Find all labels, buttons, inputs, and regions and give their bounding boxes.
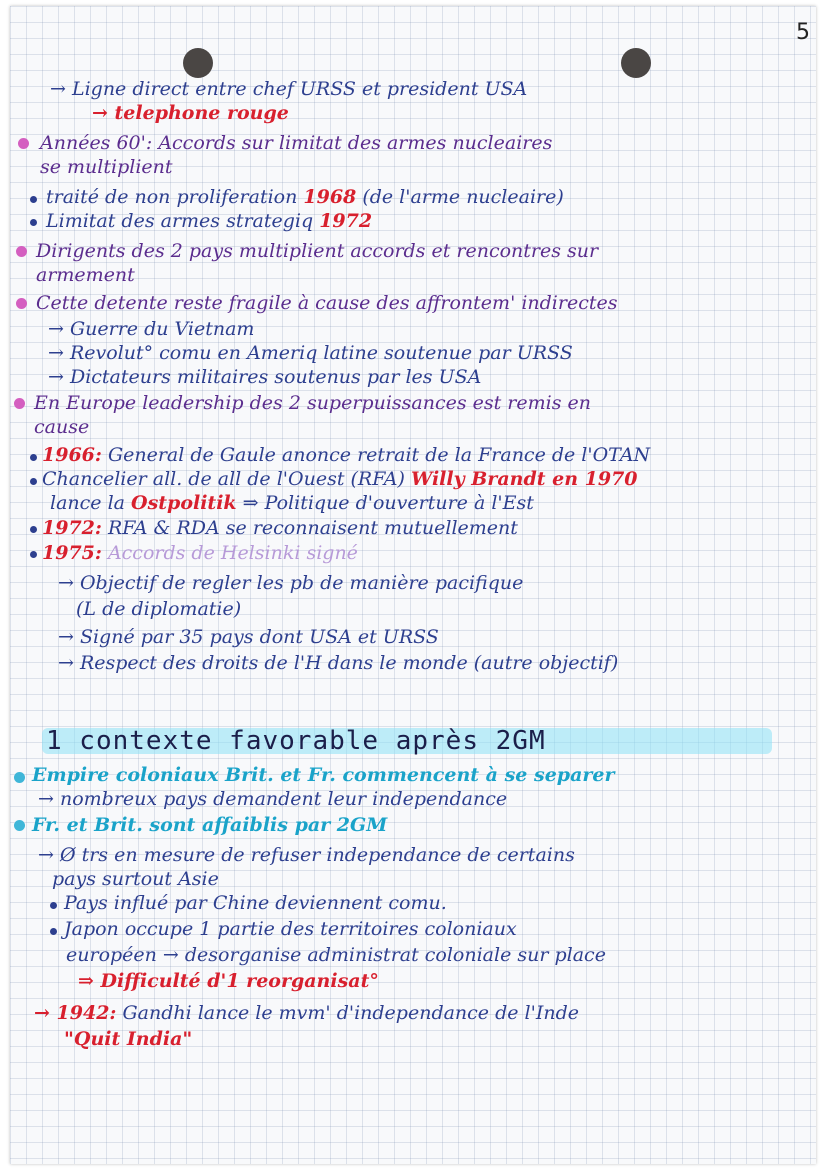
text-line: → Objectif de regler les pb de manière pacifique — [58, 572, 524, 594]
text-line: Pays influé par Chine deviennent comu. — [64, 892, 447, 914]
bullet-dot — [30, 454, 37, 461]
text-line: Dirigents des 2 pays multiplient accords et rencontres sur — [36, 240, 599, 262]
binder-hole-left — [183, 48, 213, 78]
bullet-dot — [14, 398, 25, 409]
text-line: 1972: RFA & RDA se reconnaisent mutuellement — [42, 517, 518, 539]
text-line: pays surtout Asie — [52, 868, 219, 890]
bullet-dot — [30, 478, 37, 485]
text-line: → Respect des droits de l'H dans le monde (autre objectif) — [58, 652, 619, 674]
text-line: → 1942: Gandhi lance le mvm' d'independance de l'Inde — [34, 1002, 579, 1024]
bullet-dot — [30, 526, 37, 533]
bullet-dot — [50, 902, 57, 909]
text-line: Chancelier all. de all de l'Ouest (RFA) Willy Brandt en 1970 — [42, 468, 638, 490]
text-line: européen → desorganise administrat coloniale sur place — [66, 944, 606, 966]
text-line: → Ligne direct entre chef URSS et president USA — [50, 78, 528, 100]
bullet-dot — [14, 820, 25, 831]
text-line: → Revolut° comu en Ameriq latine soutenue par URSS — [48, 342, 573, 364]
bullet-dot — [30, 219, 37, 226]
text-line: → Ø trs en mesure de refuser independance de certains — [38, 844, 575, 866]
text-line: Empire coloniaux Brit. et Fr. commencent à se separer — [32, 764, 615, 786]
text-line: traité de non proliferation 1968 (de l'arme nucleaire) — [46, 186, 564, 208]
text-line: Années 60': Accords sur limitat des armes nucleaires — [40, 132, 553, 154]
text-line: cause — [34, 416, 90, 438]
text-line: Cette detente reste fragile à cause des affrontem' indirectes — [36, 292, 618, 314]
text-line: → Dictateurs militaires soutenus par les USA — [48, 366, 482, 388]
section-heading — [42, 726, 772, 764]
text-line: Japon occupe 1 partie des territoires coloniaux — [64, 918, 517, 940]
text-line: armement — [36, 264, 135, 286]
text-line: (L de diplomatie) — [76, 598, 242, 620]
bullet-dot — [18, 138, 29, 149]
text-line: "Quit India" — [64, 1028, 193, 1050]
text-line: → telephone rouge — [92, 102, 289, 124]
text-line: → Guerre du Vietnam — [48, 318, 255, 340]
text-line: → nombreux pays demandent leur independance — [38, 788, 508, 810]
bullet-dot — [30, 196, 37, 203]
bullet-dot — [14, 772, 25, 783]
binder-hole-right — [621, 48, 651, 78]
bullet-dot — [16, 246, 27, 257]
text-line: 1975: Accords de Helsinki signé — [42, 542, 358, 564]
text-line: En Europe leadership des 2 superpuissances est remis en — [34, 392, 592, 414]
bullet-dot — [50, 928, 57, 935]
text-line: 1966: General de Gaule anonce retrait de la France de l'OTAN — [42, 444, 651, 466]
text-line: → Signé par 35 pays dont USA et URSS — [58, 626, 439, 648]
bullet-dot — [30, 551, 37, 558]
text-line: ⇒ Difficulté d'1 reorganisat° — [78, 970, 379, 992]
text-line: Limitat des armes strategiq 1972 — [46, 210, 373, 232]
bullet-dot — [16, 298, 27, 309]
text-line: lance la Ostpolitik ⇒ Politique d'ouverture à l'Est — [50, 492, 534, 514]
page-number: 5 — [796, 20, 810, 45]
heading-text: 1 contexte favorable après 2GM — [46, 726, 546, 756]
text-line: se multiplient — [40, 156, 173, 178]
text-line: Fr. et Brit. sont affaiblis par 2GM — [32, 814, 388, 836]
notebook-page — [10, 6, 816, 1164]
